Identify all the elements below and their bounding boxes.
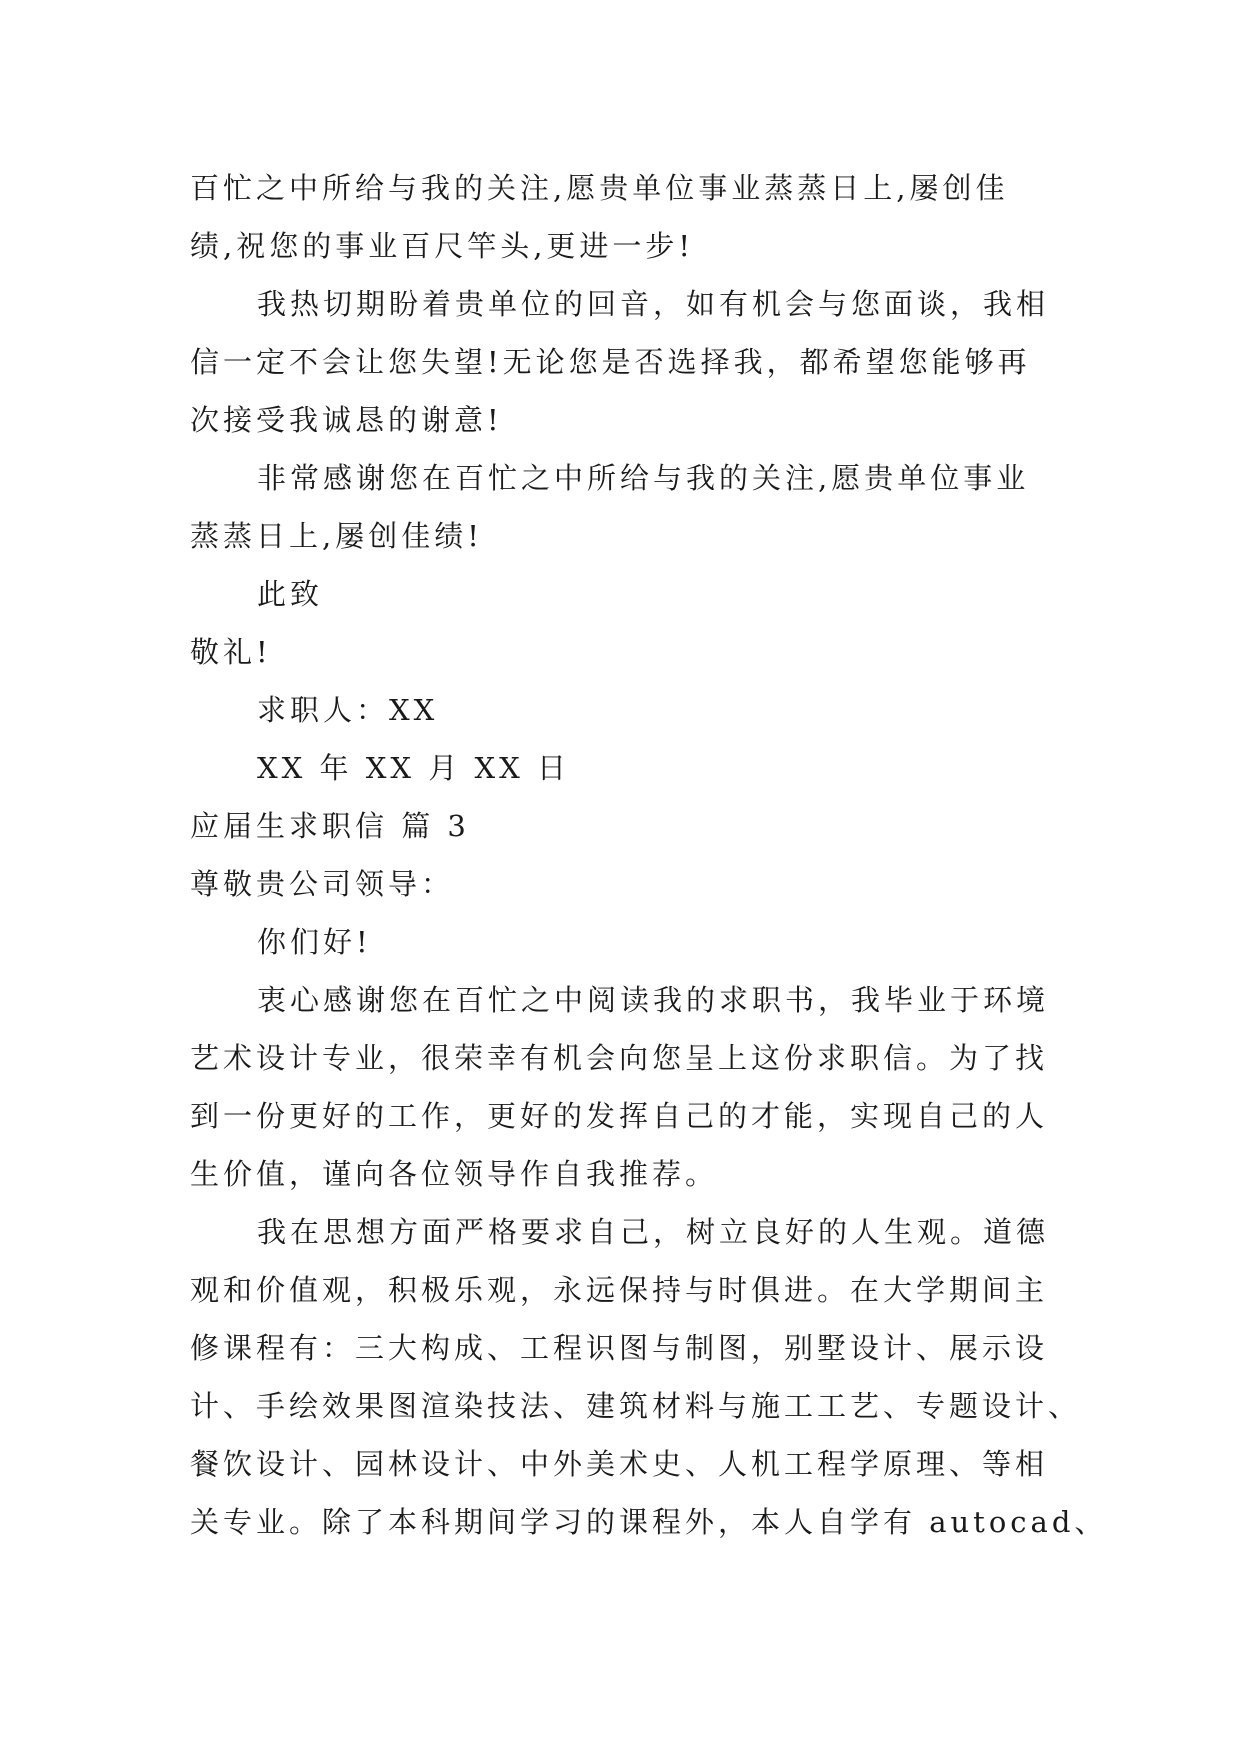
paragraph-line: 关专业。除了本科期间学习的课程外，本人自学有 autocad、	[190, 1505, 1108, 1539]
paragraph-line: 我在思想方面严格要求自己，树立良好的人生观。道德	[257, 1215, 1050, 1249]
section-heading: 应届生求职信 篇 3	[190, 809, 470, 843]
paragraph-line: 到一份更好的工作，更好的发挥自己的才能，实现自己的人	[190, 1099, 1049, 1133]
paragraph-line: 信一定不会让您失望!无论您是否选择我，都希望您能够再	[190, 345, 1031, 379]
closing-regards: 敬礼!	[190, 635, 272, 669]
closing-salutation: 此致	[257, 577, 324, 611]
paragraph-line: 非常感谢您在百忙之中所给与我的关注,愿贵单位事业	[257, 461, 1030, 495]
paragraph-line: 绩,祝您的事业百尺竿头,更进一步!	[190, 229, 695, 263]
paragraph-line: 餐饮设计、园林设计、中外美术史、人机工程学原理、等相	[190, 1447, 1049, 1481]
paragraph-line: 生价值，谨向各位领导作自我推荐。	[190, 1157, 719, 1191]
signature-applicant: 求职人：XX	[257, 693, 439, 727]
paragraph-line: 观和价值观，积极乐观，永远保持与时俱进。在大学期间主	[190, 1273, 1049, 1307]
paragraph-line: 艺术设计专业，很荣幸有机会向您呈上这份求职信。为了找	[190, 1041, 1049, 1075]
signature-date: XX 年 XX 月 XX 日	[257, 751, 570, 785]
paragraph-line: 百忙之中所给与我的关注,愿贵单位事业蒸蒸日上,屡创佳	[190, 171, 1009, 205]
paragraph-line: 衷心感谢您在百忙之中阅读我的求职书，我毕业于环境	[257, 983, 1050, 1017]
paragraph-line: 次接受我诚恳的谢意!	[190, 403, 503, 437]
paragraph-line: 蒸蒸日上,屡创佳绩!	[190, 519, 483, 553]
paragraph-line: 我热切期盼着贵单位的回音，如有机会与您面谈，我相	[257, 287, 1050, 321]
letter-hello: 你们好!	[257, 925, 372, 959]
paragraph-line: 计、手绘效果图渲染技法、建筑材料与施工工艺、专题设计、	[190, 1389, 1082, 1423]
letter-greeting: 尊敬贵公司领导：	[190, 867, 455, 901]
paragraph-line: 修课程有：三大构成、工程识图与制图，别墅设计、展示设	[190, 1331, 1049, 1365]
